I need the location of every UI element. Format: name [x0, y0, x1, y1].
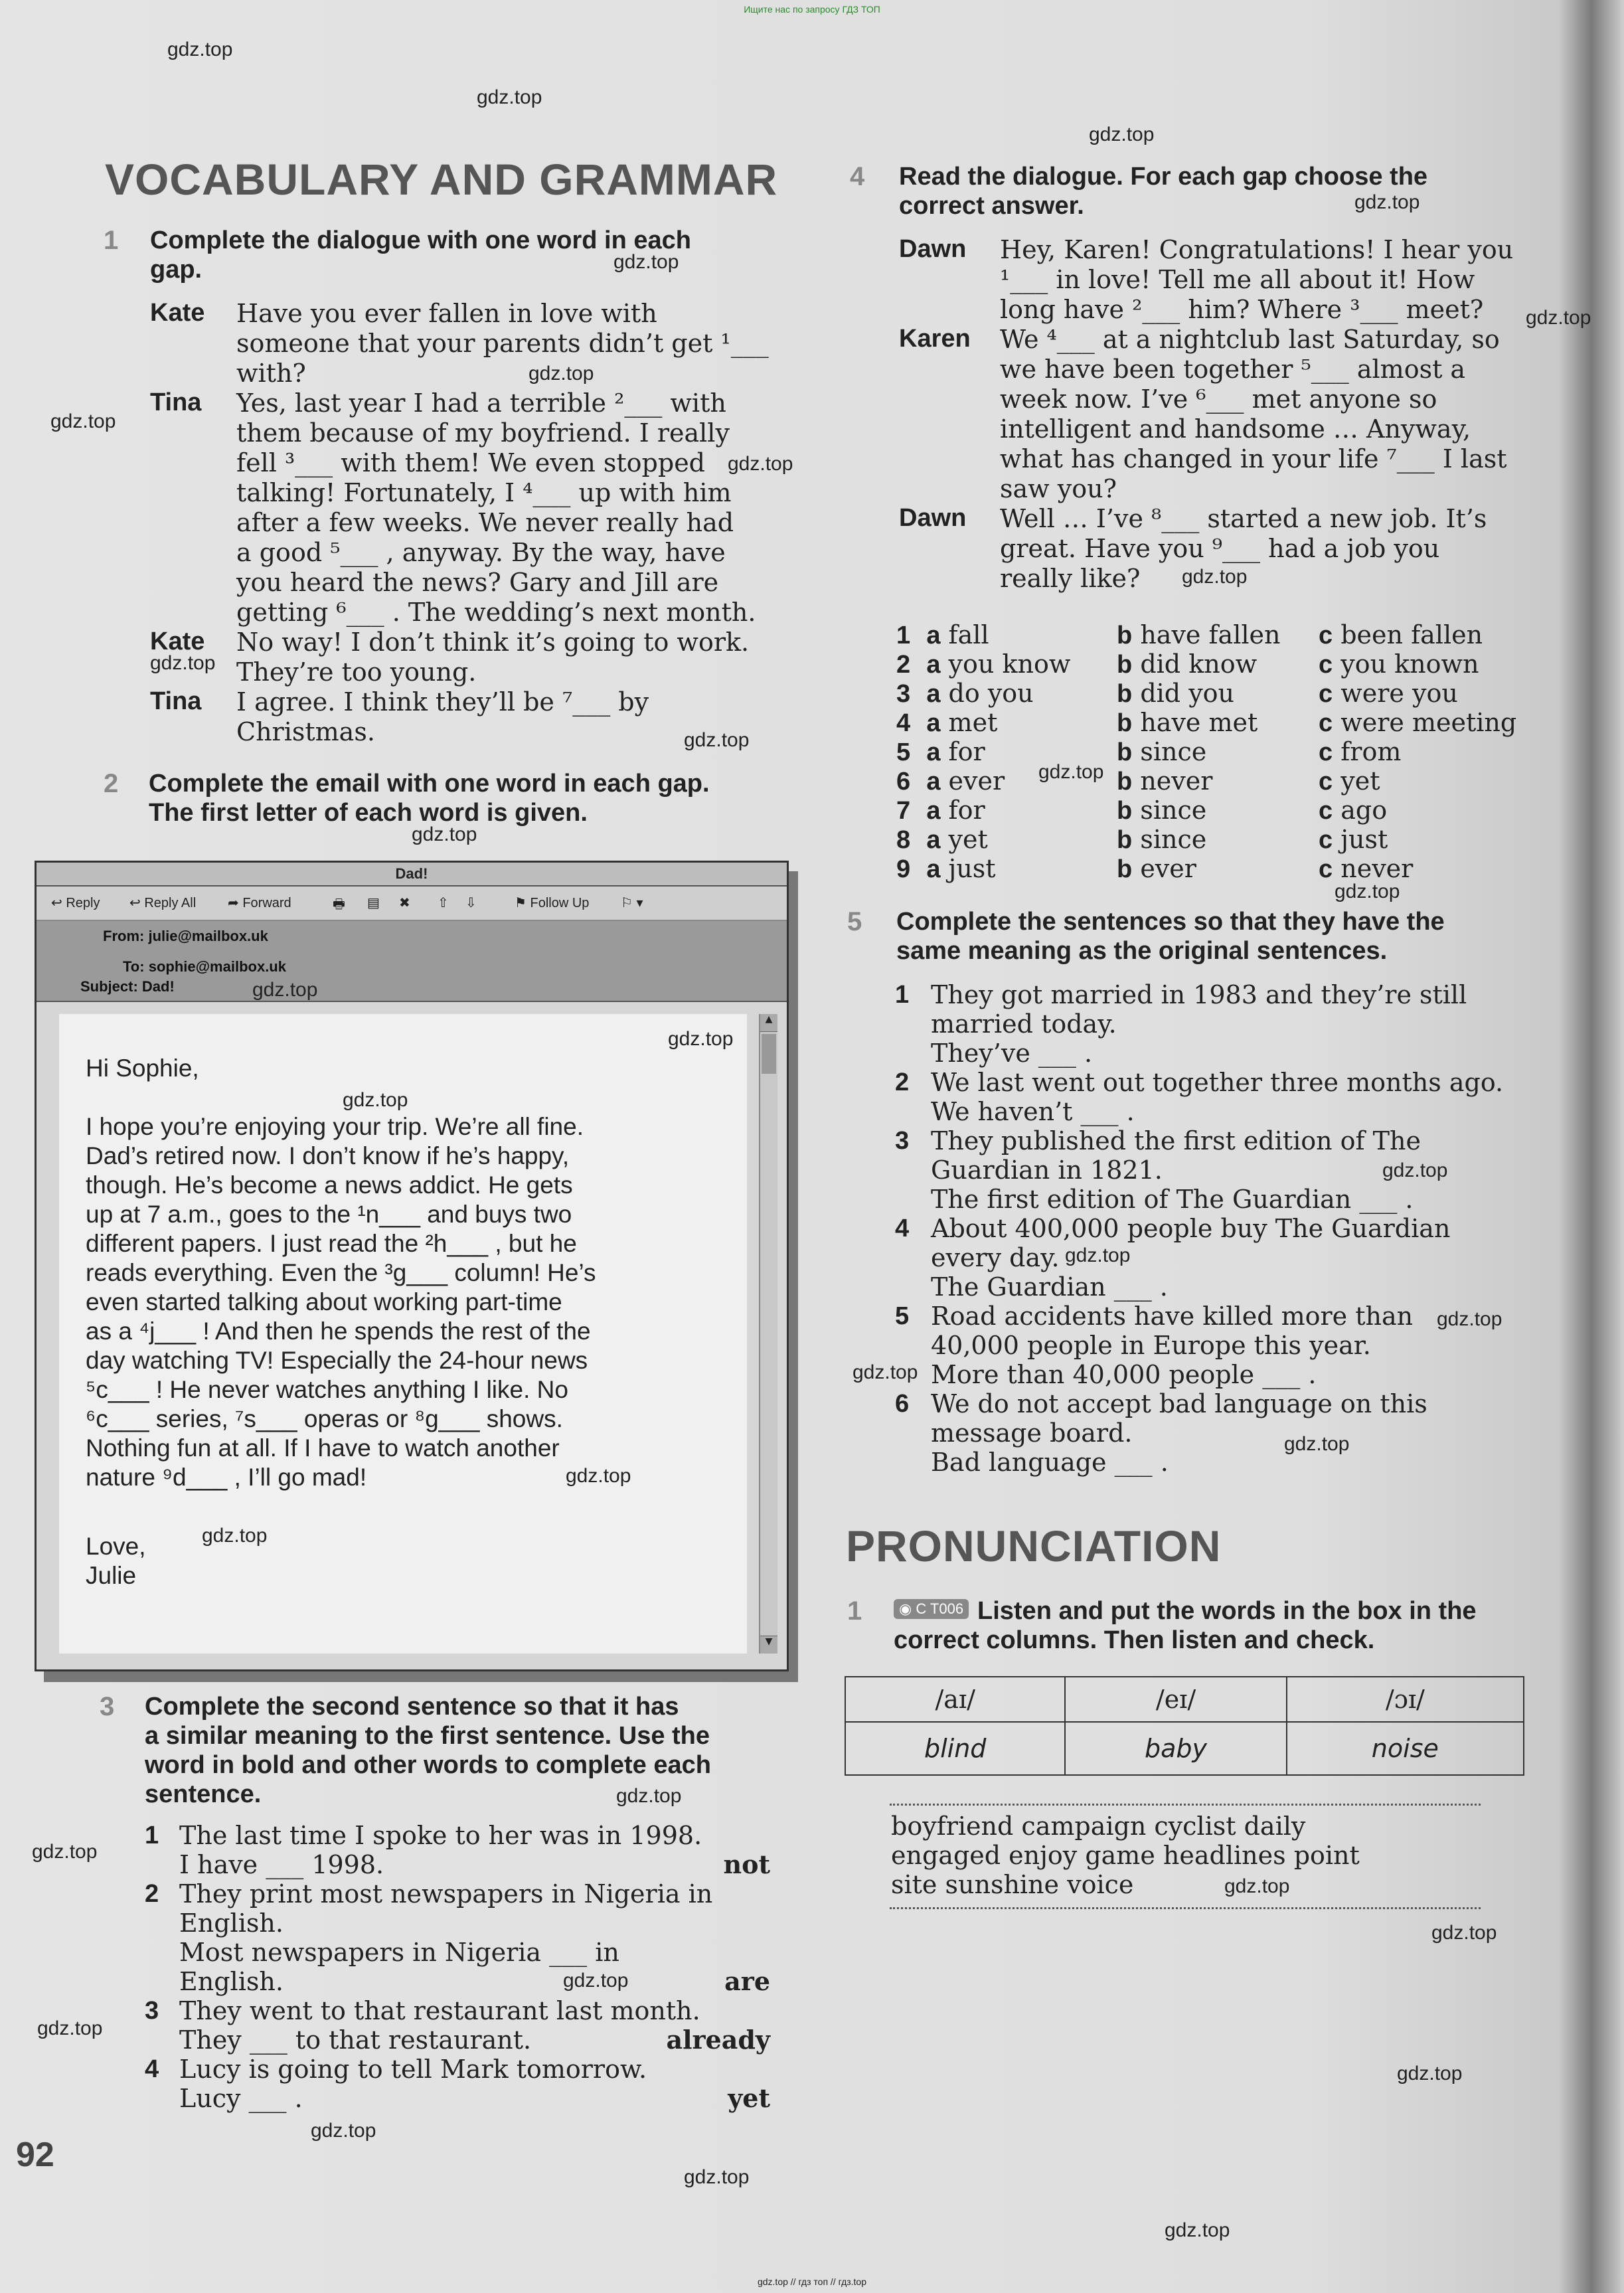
watermark: gdz.top — [150, 652, 216, 674]
ex3-number: 3 — [100, 1692, 115, 1721]
watermark: gdz.top — [668, 1028, 734, 1050]
watermark: gdz.top — [684, 729, 750, 751]
watermark: gdz.top — [1284, 1433, 1350, 1455]
scroll-thumb[interactable] — [762, 1034, 776, 1074]
watermark: gdz.top — [32, 1841, 98, 1863]
ex3-instruction: Complete the second sentence so that it has a similar meaning to the first sentence. Use the word in bold and other words to complete each sentence. — [145, 1693, 711, 1808]
watermark: gdz.top — [616, 1785, 682, 1807]
subject-value: Dad! — [141, 978, 175, 995]
ex3-item-2: 2 They print most newspapers in Nigeria in English. Most newspapers in Nigeria ___ in English. are — [145, 1879, 770, 1996]
option-row-8: 8 a yet — [896, 825, 988, 854]
watermark: gdz.top — [477, 86, 542, 108]
watermark: gdz.top — [728, 453, 793, 475]
flag-icon[interactable]: ⚐ ▾ — [621, 896, 643, 910]
ex5-item-6: 6 We do not accept bad language on this message board. Bad language ___ . — [895, 1389, 1427, 1477]
watermark: gdz.top — [202, 1525, 268, 1547]
attach-icon[interactable]: ▤ — [367, 896, 380, 910]
kate-line-2: No way! I don’t think it’s going to work. They’re too young. — [236, 628, 750, 687]
scroll-up-icon[interactable]: ▲ — [760, 1014, 777, 1032]
watermark: gdz.top — [1382, 1159, 1448, 1181]
scroll-down-icon[interactable]: ▼ — [760, 1636, 777, 1654]
watermark: gdz.top — [343, 1089, 408, 1111]
to-label: To: — [123, 958, 145, 975]
watermark: gdz.top — [684, 2166, 750, 2188]
ex4-instruction: Read the dialogue. For each gap choose the correct answer. — [899, 163, 1428, 220]
watermark: gdz.top — [1431, 1922, 1497, 1944]
email-header — [37, 921, 787, 1002]
watermark: gdz.top — [1038, 761, 1104, 783]
up-arrow-icon[interactable]: ⇧ — [438, 896, 449, 910]
watermark: gdz.top — [37, 2017, 103, 2039]
pron-example-ai: blind — [845, 1722, 1065, 1775]
option-row-4: 4 a met — [896, 708, 998, 737]
pronunciation-title: PRONUNCIATION — [846, 1521, 1222, 1571]
print-icon[interactable]: 🖶 — [333, 897, 345, 912]
watermark: gdz.top — [1526, 307, 1591, 329]
reply-button[interactable]: ↩ Reply — [51, 896, 100, 910]
ex4-number: 4 — [850, 162, 865, 191]
ex2-number: 2 — [104, 769, 119, 798]
ex5-item-5: 5 Road accidents have killed more than 40,000 people in Europe this year. More than 40,000 people ___ . — [895, 1302, 1414, 1389]
watermark: gdz.top — [613, 251, 679, 273]
option-row-9: 9 a just — [896, 854, 996, 883]
page-number: 92 — [16, 2136, 54, 2174]
ex1-instruction: Complete the dialogue with one word in each gap. — [150, 226, 691, 284]
pron-number: 1 — [847, 1596, 862, 1626]
kate-line-1: Have you ever fallen in love with someone that your parents didn’t get ¹___ with? — [236, 299, 769, 388]
top-note: Ищите нас по запросу ГДЗ ТОП — [744, 4, 880, 15]
pron-header-oi: /ɔɪ/ — [1287, 1677, 1524, 1722]
email-toolbar — [37, 887, 787, 921]
watermark: gdz.top — [1354, 191, 1420, 213]
watermark: gdz.top — [1165, 2219, 1230, 2241]
speaker-tina-2: Tina — [150, 687, 202, 715]
watermark: gdz.top — [563, 1970, 629, 1992]
watermark: gdz.top — [528, 363, 594, 384]
watermark: gdz.top — [167, 39, 233, 60]
bottom-note: gdz.top // гдз топ // гдз.top — [757, 2276, 867, 2287]
watermark: gdz.top — [1437, 1308, 1502, 1330]
speaker-tina: Tina — [150, 388, 202, 416]
watermark: gdz.top — [1335, 881, 1400, 902]
from-value: julie@mailbox.uk — [148, 928, 268, 944]
option-row-2: 2 a you know — [896, 649, 1071, 679]
email-window — [35, 861, 789, 1671]
watermark: gdz.top — [1397, 2063, 1463, 2084]
tina-line-1: Yes, last year I had a terrible ²___ with them because of my boyfriend. I really fell ³___ with them! We even stopped talking! Fortunately, I ⁴___ up with him after a few weeks. We never really had a good ⁵___ , anyway. By the way, have you heard the news? Gary and Jill are getting ⁶___ . The wedding’s next month. — [236, 388, 756, 627]
pron-header-ai: /aɪ/ — [845, 1677, 1065, 1722]
email-paragraph: I hope you’re enjoying your trip. We’re all fine. Dad’s retired now. I don’t know if he’s happy, though. He’s become a news addict. He gets up at 7 a.m., goes to the ¹n___ and buys two different papers. I just read the ²h___ , but he reads everything. Even the ³g___ column! He’s even started talking about working part-time as a ⁴j___ ! And then he spends the rest of the day watching TV! Especially the 24-hour news ⁵c___ ! He never watches anything I like. No ⁶c___ series, ⁷s___ operas or ⁸g___ shows. Nothing fun at all. If I have to watch another nature ⁹d___ , I’ll go mad! — [86, 1113, 596, 1491]
ex3-item-1: 1 The last time I spoke to her was in 1998. I have ___ 1998. not — [145, 1821, 770, 1879]
email-signoff: Love, Julie — [86, 1533, 146, 1589]
pron-example-oi: noise — [1287, 1722, 1524, 1775]
subject-label: Subject: — [80, 978, 138, 995]
karen-line: We ⁴___ at a nightclub last Saturday, so we have been together ⁵___ almost a week now. I’ve ⁶___ met anyone so intelligent and handsome … Anyway, what has changed in your life ⁷___ I last saw you? — [1000, 325, 1507, 503]
pron-example-ei: baby — [1065, 1722, 1286, 1775]
watermark: gdz.top — [1065, 1244, 1131, 1266]
speaker-dawn: Dawn — [899, 235, 967, 263]
pron-instruction: Listen and put the words in the box in the correct columns. Then listen and check. — [894, 1597, 1477, 1654]
watermark: gdz.top — [311, 2120, 376, 2142]
email-title: Dad! — [37, 863, 787, 887]
watermark: gdz.top — [1224, 1875, 1290, 1897]
ex5-item-1: 1 They got married in 1983 and they’re still married today. They’ve ___ . — [895, 980, 1467, 1068]
wordbox-bottom-border — [890, 1907, 1481, 1909]
watermark: gdz.top — [1089, 124, 1155, 145]
pron-wordbox: boyfriend campaign cyclist daily engaged enjoy game headlines point site sunshine voice — [891, 1812, 1360, 1899]
watermark: gdz.top — [252, 979, 318, 1001]
cd-icon: ◉ — [899, 1600, 912, 1617]
ex3-item-3: 3 They went to that restaurant last month. They ___ to that restaurant. already — [145, 1996, 770, 2055]
pron-header-ei: /eɪ/ — [1065, 1677, 1286, 1722]
follow-up-button[interactable]: ⚑ Follow Up — [515, 896, 590, 910]
ex2-instruction: Complete the email with one word in each gap. The first letter of each word is given. — [149, 770, 710, 827]
option-row-5: 5 a for — [896, 737, 985, 766]
watermark: gdz.top — [853, 1361, 918, 1383]
ex5-item-3: 3 They published the first edition of The Guardian in 1821. The first edition of The Guardian ___ . — [895, 1126, 1421, 1214]
ex1-number: 1 — [104, 226, 119, 255]
ex5-item-4: 4 About 400,000 people buy The Guardian every day. The Guardian ___ . — [895, 1214, 1451, 1302]
email-scrollbar[interactable] — [759, 1014, 777, 1654]
tina-line-2: I agree. I think they’ll be ⁷___ by Christmas. — [236, 687, 649, 746]
option-row-6: 6 a ever — [896, 766, 1005, 796]
ex5-instruction: Complete the sentences so that they have the same meaning as the original sentences. — [896, 908, 1445, 965]
email-greeting: Hi Sophie, — [86, 1055, 199, 1082]
speaker-kate-2: Kate — [150, 628, 205, 655]
speaker-dawn-2: Dawn — [899, 504, 967, 532]
wordbox-top-border — [890, 1804, 1481, 1806]
option-row-7: 7 a for — [896, 796, 985, 825]
option-row-1: 1 a fall — [896, 620, 989, 649]
ex5-item-2: 2 We last went out together three months ago. We haven’t ___ . — [895, 1068, 1504, 1126]
ex3-item-4: 4 Lucy is going to tell Mark tomorrow. Lucy ___ . yet — [145, 2055, 770, 2113]
from-label: From: — [103, 928, 145, 944]
dawn-line-2: Well … I’ve ⁸___ started a new job. It’s great. Have you ⁹___ had a job you really like? — [1000, 504, 1487, 593]
down-arrow-icon[interactable]: ⇩ — [465, 896, 477, 910]
watermark: gdz.top — [566, 1465, 631, 1487]
to-value: sophie@mailbox.uk — [148, 958, 286, 975]
reply-all-button[interactable]: ↩ Reply All — [129, 896, 197, 910]
watermark: gdz.top — [412, 823, 477, 845]
ex4-options: 1 a fall b have fallen c been fallen 2 a you know b did know c you known 3 a do you b did you c were you 4 a met b have met c were meeting 5 a for b since c from 6 a ever b never c yet 7 a for b since c ago 8 a yet b since c just 9 a just b ever c never — [896, 620, 1517, 883]
watermark: gdz.top — [1182, 566, 1248, 588]
dawn-line-1: Hey, Karen! Congratulations! I hear you ¹___ in love! Tell me all about it! How long have ²___ him? Where ³___ meet? — [1000, 235, 1514, 324]
ex5-number: 5 — [847, 907, 862, 936]
delete-icon[interactable]: ✖ — [399, 896, 410, 910]
speaker-karen: Karen — [899, 325, 971, 353]
speaker-kate: Kate — [150, 299, 205, 327]
option-row-3: 3 a do you — [896, 679, 1034, 708]
forward-button[interactable]: ➦ Forward — [228, 896, 291, 910]
watermark: gdz.top — [50, 410, 116, 432]
vocab-title: VOCABULARY AND GRAMMAR — [105, 155, 778, 204]
pron-table — [845, 1676, 1524, 1776]
audio-badge[interactable]: ◉ C T006 — [894, 1599, 969, 1619]
